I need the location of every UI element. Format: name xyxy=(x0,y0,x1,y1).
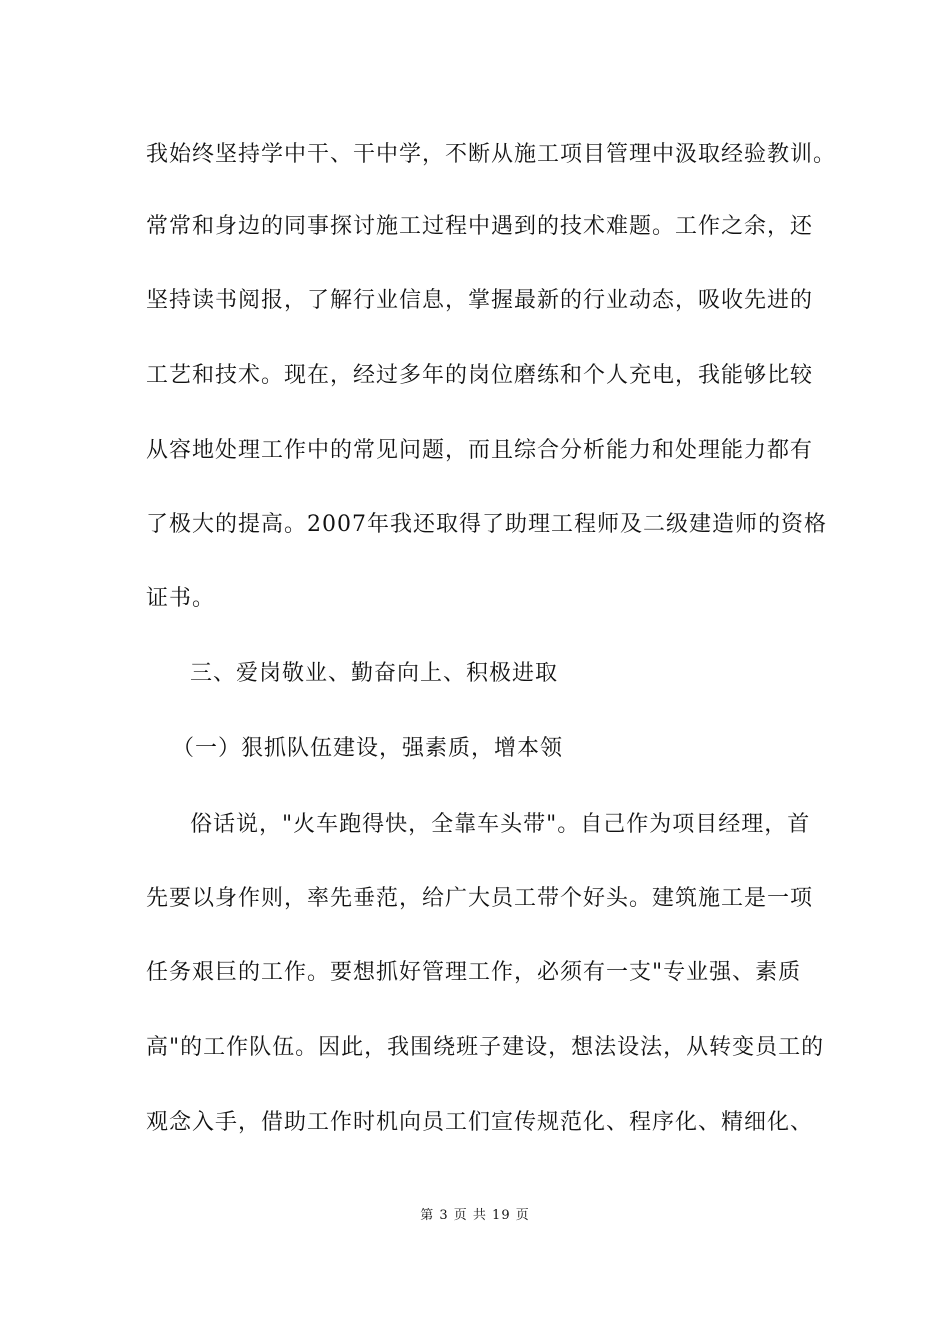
para-line-5: 观念入手，借助工作时机向员工们宣传规范化、程序化、精细化、 xyxy=(146,1110,814,1135)
para-line-2: 先要以身作则，率先垂范，给广大员工带个好头。建筑施工是一项 xyxy=(146,886,814,911)
subsection-heading: （一）狠抓队伍建设，强素质，增本领 xyxy=(172,736,564,761)
para-line-4: 高"的工作队伍。因此，我围绕班子建设，想法设法，从转变员工的 xyxy=(146,1035,825,1060)
body-line-2: 常常和身边的同事探讨施工过程中遇到的技术难题。工作之余，还 xyxy=(146,214,814,239)
body-line-3: 坚持读书阅报，了解行业信息，掌握最新的行业动态，吸收先进的 xyxy=(146,288,814,313)
body-line-4: 工艺和技术。现在，经过多年的岗位磨练和个人充电，我能够比较 xyxy=(146,363,814,388)
body-line-5: 从容地处理工作中的常见问题，而且综合分析能力和处理能力都有 xyxy=(146,438,814,463)
para-line-3: 任务艰巨的工作。要想抓好管理工作，必须有一支"专业强、素质 xyxy=(146,960,802,985)
para-line-1: 俗话说，"火车跑得快，全靠车头带"。自己作为项目经理，首 xyxy=(190,812,811,837)
section-heading: 三、爱岗敬业、勤奋向上、积极进取 xyxy=(190,661,559,686)
body-line-7: 证书。 xyxy=(146,586,216,611)
page-number-footer: 第 3 页 共 19 页 xyxy=(420,1208,530,1223)
body-line-1: 我始终坚持学中干、干中学，不断从施工项目管理中汲取经验教训。 xyxy=(146,142,837,167)
body-line-6: 了极大的提高。2007年我还取得了助理工程师及二级建造师的资格 xyxy=(146,512,827,537)
